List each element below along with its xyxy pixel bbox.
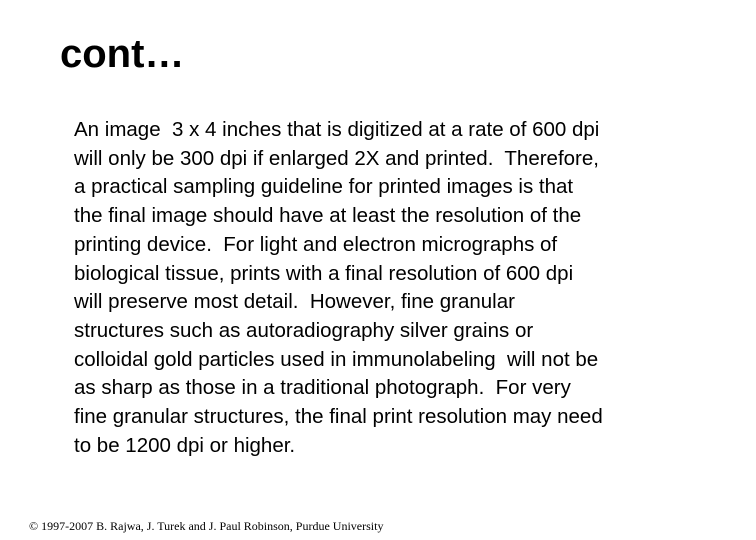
body-line: colloidal gold particles used in immunolabeling will not be [74, 347, 599, 371]
body-line: printing device. For light and electron micrographs of [74, 232, 558, 256]
slide-title: cont… [60, 32, 185, 76]
body-line: biological tissue, prints with a final resolution of 600 dpi [74, 261, 574, 285]
body-line: An image 3 x 4 inches that is digitized at a rate of 600 dpi [74, 118, 600, 141]
body-line: as sharp as those in a traditional photograph. For very [74, 376, 571, 400]
body-line: will preserve most detail. However, fine granular [74, 290, 515, 314]
copyright-footer: © 1997-2007 B. Rajwa, J. Turek and J. Paul Robinson, Purdue University [29, 519, 384, 533]
body-line: the final image should have at least the resolution of the [74, 204, 582, 228]
body-paragraph [74, 116, 603, 460]
body-line: to be 1200 dpi or higher. [74, 433, 296, 457]
body-line: will only be 300 dpi if enlarged 2X and printed. Therefore, [74, 146, 599, 170]
body-line: structures such as autoradiography silver grains or [74, 318, 534, 342]
body-line: a practical sampling guideline for printed images is that [74, 175, 574, 199]
body-line: fine granular structures, the final print resolution may need [74, 405, 603, 429]
